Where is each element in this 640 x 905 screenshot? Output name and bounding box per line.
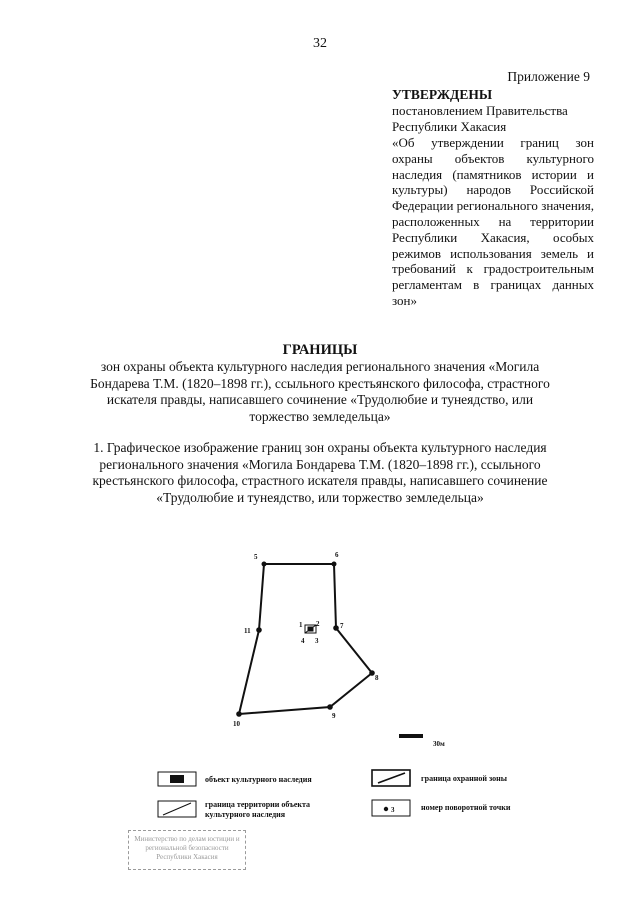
- stamp: Министерство по делам юстиции и региональной безопасности Республики Хакасия: [128, 830, 246, 870]
- turning-point-10: [236, 711, 242, 717]
- turning-point-5: [262, 562, 267, 567]
- scale-label: 30м: [433, 740, 445, 748]
- turning-point-8: [369, 670, 375, 676]
- object-point-label-4: 4: [301, 637, 305, 645]
- point-label-7: 7: [340, 622, 344, 630]
- appendix-label: Приложение 9: [507, 69, 590, 84]
- scale-bar: [399, 734, 445, 748]
- approved-region: Республики Хакасия: [392, 119, 507, 134]
- legend-object-fill: [170, 775, 184, 783]
- borders-subtitle: зон охраны объекта культурного наследия регионального значения «Могила Бондарева Т.М. (1820–1898 гг.), ссыльного крестьянского философа, страстного искателя правды, написавшего сочинение «Трудолюбие и тунеядство, или торжество земледельца»: [90, 359, 550, 424]
- approved-by: постановлением Правительства: [392, 103, 568, 118]
- object-point-label-1: 1: [299, 621, 303, 629]
- legend-territory-label: граница территории объекта культурного наследия: [205, 800, 311, 819]
- turning-point-labels: [233, 551, 379, 728]
- turning-point-7: [333, 625, 339, 631]
- turning-point-6: [332, 562, 337, 567]
- scale-bar-segment: [399, 734, 423, 738]
- legend-point-dot: [384, 807, 388, 811]
- point-label-5: 5: [254, 553, 258, 561]
- object-marker: [308, 627, 314, 632]
- approved-heading: УТВЕРЖДЕНЫ: [392, 87, 493, 102]
- turning-point-9: [327, 704, 333, 710]
- legend-point-sample: 3: [391, 806, 395, 814]
- legend-object-label: объект культурного наследия: [205, 775, 312, 784]
- heritage-object: [299, 620, 320, 645]
- page-number: 32: [313, 36, 327, 51]
- borders-heading: ГРАНИЦЫ: [282, 342, 358, 358]
- object-point-label-2: 2: [316, 620, 320, 628]
- point-label-11: 11: [244, 627, 251, 635]
- turning-point-11: [256, 627, 262, 633]
- protection-zone-boundary: [239, 564, 372, 714]
- point-label-9: 9: [332, 712, 336, 720]
- legend-point-label: номер поворотной точки: [421, 803, 511, 812]
- legend-zone-label: граница охранной зоны: [421, 774, 508, 783]
- point-label-8: 8: [375, 674, 379, 682]
- object-point-label-3: 3: [315, 637, 319, 645]
- resolution-title: «Об утверждении границ зон охраны объектов культурного наследия (памятников истории и культуры) народов Российской Федерации регионального значения, расположенных на территории Республики Хакасия, особых режимов использования земель и требований к градостроительным регламентам в границах данных зон»: [392, 135, 594, 308]
- section-1-title: 1. Графическое изображение границ зон охраны объекта культурного наследия регионального значения «Могила Бондарева Т.М. (1820–1898 гг.), ссыльного крестьянского философа, страстного искателя правды, написавшего сочинение «Трудолюбие и тунеядство, или торжество земледельца»: [92, 440, 548, 505]
- point-label-10: 10: [233, 720, 240, 728]
- point-label-6: 6: [335, 551, 339, 559]
